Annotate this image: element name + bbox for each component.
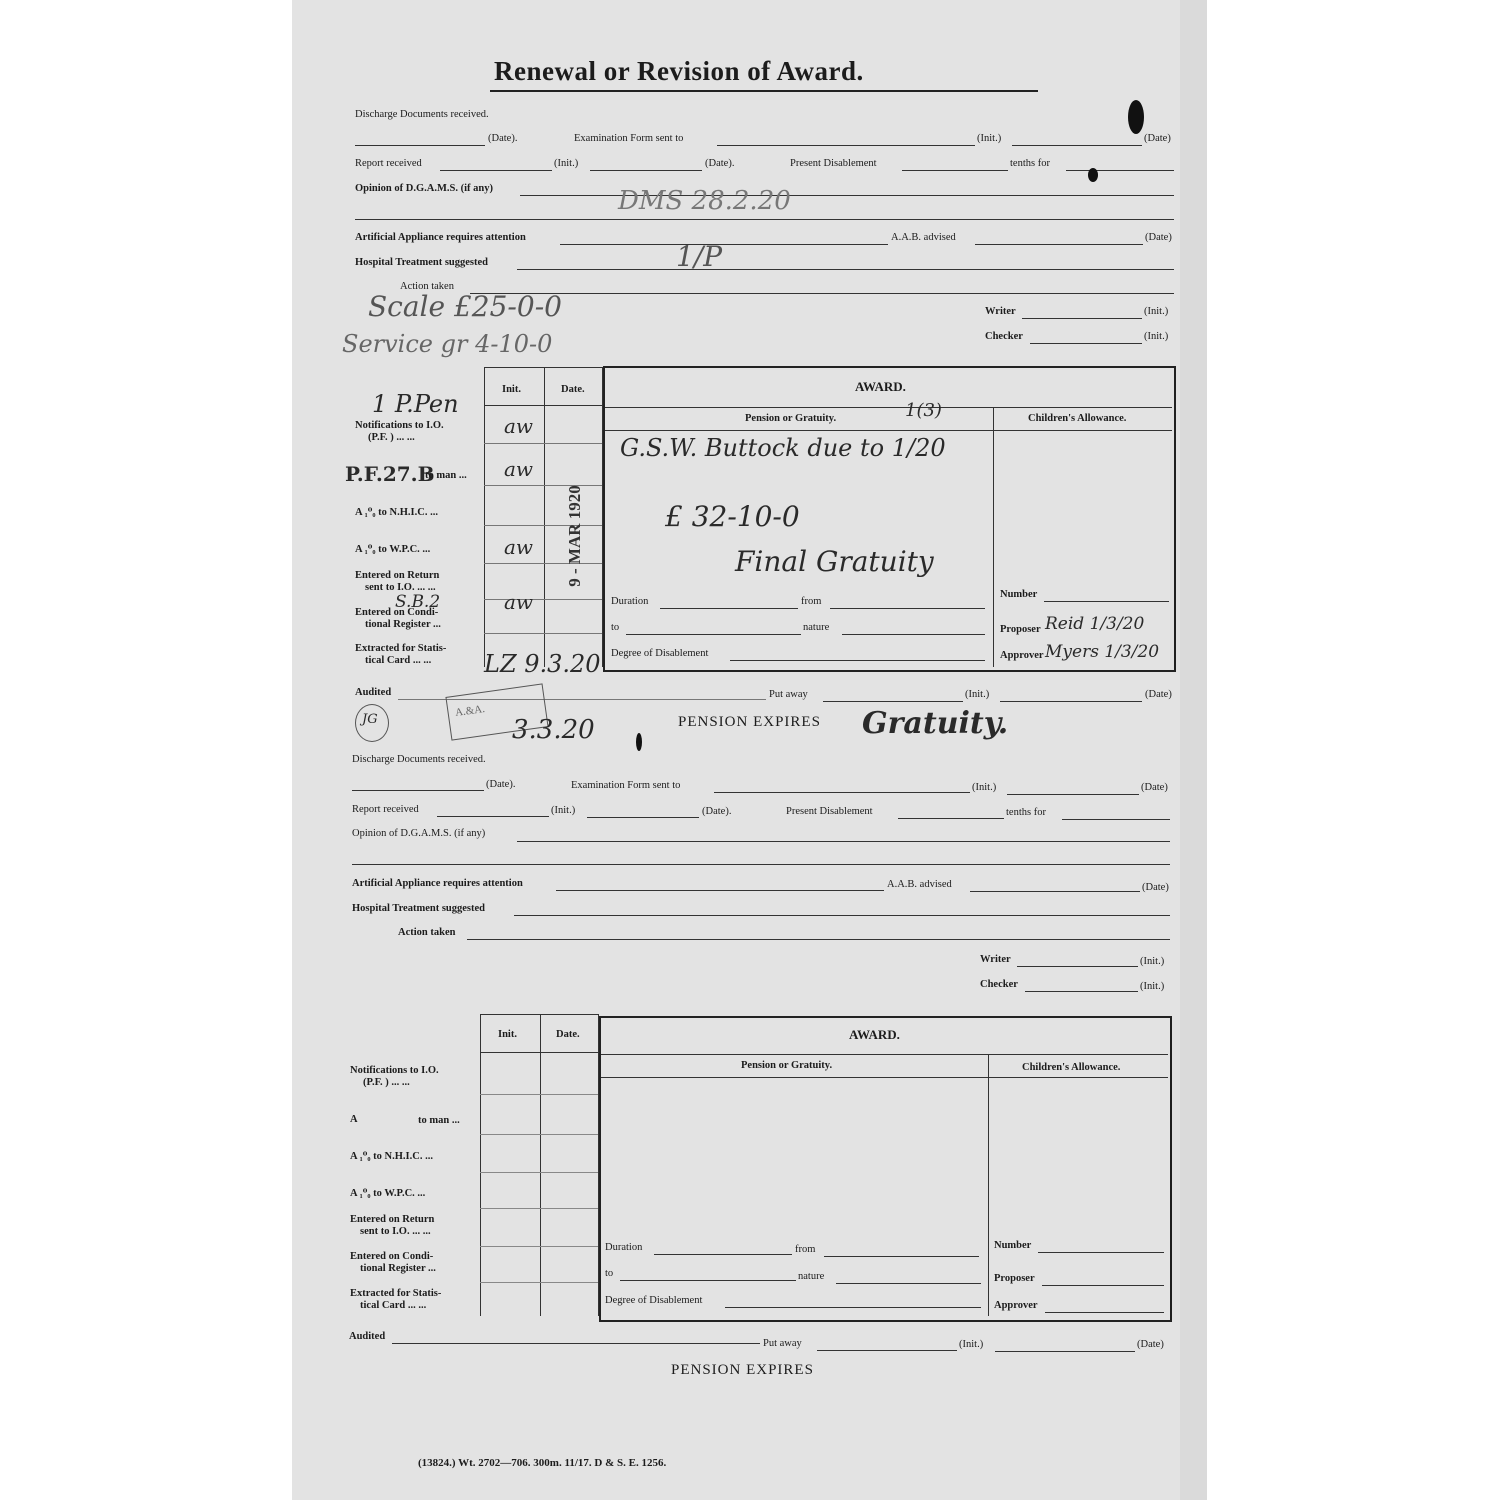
duration-label-top: Duration: [611, 596, 649, 607]
checker-line-2: [1025, 991, 1138, 992]
init-col-left: [484, 367, 485, 667]
artificial-label-2: Artificial Appliance requires attention: [352, 878, 523, 889]
init-table-header-line-2: [480, 1052, 598, 1053]
present-disablement-label: Present Disablement: [790, 158, 877, 169]
artificial-line: [560, 244, 888, 245]
init-col-mid-2: [540, 1014, 541, 1316]
degree-label-top: Degree of Disablement: [611, 648, 709, 659]
writer-label: Writer: [985, 306, 1016, 317]
form-title: Renewal or Revision of Award.: [494, 56, 864, 86]
exam-sent-label: Examination Form sent to: [574, 133, 684, 144]
put-away-label-bottom: Put away: [763, 1338, 802, 1349]
row-line-b5: [480, 1246, 598, 1247]
audit-date-handwriting: 3.3.20: [512, 715, 595, 745]
pension-expires-bottom: PENSION EXPIRES: [671, 1362, 814, 1378]
tenths-line-2: [1062, 819, 1170, 820]
checker-line: [1030, 343, 1142, 344]
sb-handwriting: S.B.2: [395, 592, 441, 612]
notif-handwriting: 1 P.Pen: [372, 390, 459, 418]
writer-line-2: [1017, 966, 1138, 967]
aab-date-label: (Date): [1145, 232, 1172, 243]
award-fraction: 1(3): [905, 400, 942, 421]
aab-label-2: A.A.B. advised: [887, 879, 952, 890]
entered-cond-label-b1: Entered on Condi-: [350, 1251, 434, 1262]
report-date-line-2: [587, 817, 699, 818]
a-letter-label-2: A: [350, 1114, 358, 1125]
aab-line: [975, 244, 1143, 245]
disablement-line: [902, 170, 1008, 171]
nature-line-bottom: [836, 1283, 981, 1284]
nhic-label: A ₁⁰₀ to N.H.I.C. ...: [355, 507, 438, 518]
entered-return-label-b2: sent to I.O. ... ...: [360, 1226, 431, 1237]
notif-label-2: (P.F. ) ... ...: [368, 432, 415, 443]
hospital-line-2: [514, 915, 1170, 916]
exam-init-label: (Init.): [977, 133, 1002, 144]
pension-gratuity-top: Pension or Gratuity.: [745, 413, 837, 424]
checker-label: Checker: [985, 331, 1023, 342]
put-away-line-bottom: [817, 1350, 957, 1351]
row-line-b1: [480, 1094, 598, 1095]
entered-cond-label-1: Entered on Condi-: [355, 607, 439, 618]
number-line-bottom: [1038, 1252, 1164, 1253]
entered-cond-label-b2: tional Register ...: [360, 1263, 436, 1274]
extracted-label-1: Extracted for Statis-: [355, 643, 447, 654]
proposer-label-top: Proposer: [1000, 624, 1041, 635]
report-init-label: (Init.): [554, 158, 579, 169]
init-table-top: [484, 367, 602, 368]
writer-label-2: Writer: [980, 954, 1011, 965]
award-header-line-top: [605, 407, 1172, 408]
nature-line-top: [842, 634, 985, 635]
page-edge: [1180, 0, 1207, 1500]
report-received-label: Report received: [355, 158, 422, 169]
entered-cond-label-2: tional Register ...: [365, 619, 441, 630]
checker-init-label-2: (Init.): [1140, 981, 1165, 992]
award-subheader-line-top: [605, 430, 1172, 431]
entered-return-label-b1: Entered on Return: [350, 1214, 435, 1225]
from-line-bottom: [824, 1256, 979, 1257]
hospital-label-2: Hospital Treatment suggested: [352, 903, 485, 914]
pension-gratuity-bottom: Pension or Gratuity.: [741, 1060, 833, 1071]
col-date-header: Date.: [561, 384, 585, 395]
notif-label-b1: Notifications to I.O.: [350, 1065, 439, 1076]
action-line-2: [467, 939, 1170, 940]
init-table-header-line: [484, 405, 602, 406]
pension-expires-top: PENSION EXPIRES: [678, 714, 821, 730]
exam-date-line: [1012, 145, 1142, 146]
degree-label-bottom: Degree of Disablement: [605, 1295, 703, 1306]
audited-label-top: Audited: [355, 687, 392, 698]
entered-return-label-1: Entered on Return: [355, 570, 440, 581]
discharge-date-label: (Date).: [488, 133, 518, 144]
exam-date-line-2: [1007, 794, 1139, 795]
ink-mark: [1088, 168, 1098, 182]
artificial-line-2: [556, 890, 884, 891]
exam-date-label-2: (Date): [1141, 782, 1168, 793]
hospital-line: [517, 269, 1174, 270]
aab-label: A.A.B. advised: [891, 232, 956, 243]
discharge-label: Discharge Documents received.: [355, 109, 489, 120]
action-handwriting-1: Scale £25-0-0: [368, 290, 562, 323]
aab-line-2: [970, 891, 1140, 892]
discharge-date-line: [355, 145, 485, 146]
init-handwriting-1: aw: [504, 414, 534, 438]
notif-label-1: Notifications to I.O.: [355, 420, 444, 431]
award-divider-bottom: [988, 1054, 989, 1316]
ink-dot: [636, 733, 642, 751]
row-line-b4: [480, 1208, 598, 1209]
proposer-handwriting: Reid 1/3/20: [1045, 614, 1145, 634]
report-date-label-2: (Date).: [702, 806, 732, 817]
exam-init-label-2: (Init.): [972, 782, 997, 793]
row-line-1: [484, 443, 602, 444]
approver-label-top: Approver: [1000, 650, 1044, 661]
init-table-top-2: [480, 1014, 598, 1015]
init-handwriting-2: aw: [504, 457, 534, 481]
from-line-top: [830, 608, 985, 609]
duration-line-bottom: [654, 1254, 792, 1255]
award-subheader-line-bottom: [601, 1077, 1168, 1078]
to-label-bottom: to: [605, 1268, 614, 1279]
disablement-line-2: [898, 818, 1004, 819]
row-line-b6: [480, 1282, 598, 1283]
entered-return-label-2: sent to I.O. ... ...: [365, 582, 436, 593]
expires-handwriting: Gratuity.: [862, 706, 1009, 741]
degree-line-bottom: [725, 1307, 981, 1308]
audited-label-bottom: Audited: [349, 1331, 386, 1342]
opinion-label-2: Opinion of D.G.A.M.S. (if any): [352, 828, 486, 839]
award-heading-top: AWARD.: [855, 379, 906, 394]
approver-handwriting: Myers 1/3/20: [1045, 642, 1160, 662]
tenths-for-label: tenths for: [1010, 158, 1050, 169]
put-away-line-top: [823, 701, 963, 702]
discharge-date-line-2: [352, 790, 484, 791]
exam-sent-line: [717, 145, 975, 146]
action-handwriting-2: Service gr 4-10-0: [342, 330, 553, 358]
award-description: G.S.W. Buttock due to 1/20: [620, 434, 946, 462]
audit-stamp-text: A.&A.: [454, 702, 486, 720]
init-col-left-2: [480, 1014, 481, 1316]
row-line-3: [484, 525, 602, 526]
exam-sent-line-2: [714, 792, 970, 793]
put-away-label-top: Put away: [769, 689, 808, 700]
row-line-2: [484, 485, 602, 486]
hospital-handwriting: 1/P: [676, 240, 723, 273]
init-handwriting-4: aw: [504, 590, 534, 614]
action-taken-label: Action taken: [400, 281, 454, 292]
row-line-5: [484, 599, 602, 600]
duration-label-bottom: Duration: [605, 1242, 643, 1253]
opinion-handwriting: DMS 28.2.20: [618, 186, 791, 216]
init-handwriting-3: aw: [504, 535, 534, 559]
extracted-label-2: tical Card ... ...: [365, 655, 432, 666]
action-taken-label-2: Action taken: [398, 927, 456, 938]
col-date-header-2: Date.: [556, 1029, 580, 1040]
checker-init-label: (Init.): [1144, 331, 1169, 342]
report-init-label-2: (Init.): [551, 805, 576, 816]
wpc-label-2: A ₁⁰₀ to W.P.C. ...: [350, 1188, 426, 1199]
present-disablement-label-2: Present Disablement: [786, 806, 873, 817]
from-label-top: from: [801, 596, 822, 607]
report-line-2: [437, 816, 549, 817]
pf27-handwriting: P.F.27.B: [345, 462, 435, 486]
award-divider-top: [993, 407, 994, 667]
init-col-mid: [544, 367, 545, 667]
row-line-4: [484, 563, 602, 564]
put-away-date-top: (Date): [1145, 689, 1172, 700]
opinion-line-b: [517, 841, 1170, 842]
title-underline: [490, 90, 1038, 92]
wpc-label: A ₁⁰₀ to W.P.C. ...: [355, 544, 431, 555]
row-line-b3: [480, 1172, 598, 1173]
writer-init-label: (Init.): [1144, 306, 1169, 317]
discharge-date-label-2: (Date).: [486, 779, 516, 790]
ink-blot: [1128, 100, 1144, 134]
children-allowance-top: Children's Allowance.: [1028, 413, 1127, 424]
exam-sent-label-2: Examination Form sent to: [571, 780, 681, 791]
number-line-top: [1044, 601, 1169, 602]
exam-date-label: (Date): [1144, 133, 1171, 144]
from-label-bottom: from: [795, 1244, 816, 1255]
row-line-b2: [480, 1134, 598, 1135]
proposer-label-bottom: Proposer: [994, 1273, 1035, 1284]
put-away-date-bottom: (Date): [1137, 1339, 1164, 1350]
approver-label-bottom: Approver: [994, 1300, 1038, 1311]
checker-label-2: Checker: [980, 979, 1018, 990]
duration-line-top: [660, 608, 798, 609]
award-header-line-bottom: [601, 1054, 1168, 1055]
nhic-label-2: A ₁⁰₀ to N.H.I.C. ...: [350, 1151, 433, 1162]
form-footer: (13824.) Wt. 2702—706. 300m. 11/17. D & S. E. 1256.: [418, 1457, 667, 1469]
degree-line-top: [730, 660, 985, 661]
discharge-label-2: Discharge Documents received.: [352, 754, 486, 765]
to-man-label: to man ...: [425, 470, 467, 481]
proposer-line-bottom: [1042, 1285, 1164, 1286]
number-label-bottom: Number: [994, 1240, 1032, 1251]
tenths-line: [1066, 170, 1174, 171]
put-away-init-bottom: (Init.): [959, 1339, 984, 1350]
children-allowance-bottom: Children's Allowance.: [1022, 1062, 1121, 1073]
award-amount: £ 32-10-0: [665, 500, 800, 533]
artificial-label: Artificial Appliance requires attention: [355, 232, 526, 243]
put-away-date-line-top: [1000, 701, 1142, 702]
nature-label-bottom: nature: [798, 1271, 825, 1282]
opinion-line-2: [355, 219, 1174, 220]
opinion-line-b2: [352, 864, 1170, 865]
to-label-top: to: [611, 622, 620, 633]
put-away-date-line-bottom: [995, 1351, 1135, 1352]
notif-label-b2: (P.F. ) ... ...: [363, 1077, 410, 1088]
put-away-init-top: (Init.): [965, 689, 990, 700]
writer-line: [1022, 318, 1142, 319]
col-init-header-2: Init.: [498, 1029, 517, 1040]
award-heading-bottom: AWARD.: [849, 1027, 900, 1042]
to-line-top: [626, 634, 801, 635]
report-received-label-2: Report received: [352, 804, 419, 815]
report-date-line: [590, 170, 702, 171]
number-label-top: Number: [1000, 589, 1038, 600]
writer-init-label-2: (Init.): [1140, 956, 1165, 967]
nature-label-top: nature: [803, 622, 830, 633]
extracted-handwriting: LZ 9.3.20: [484, 650, 601, 678]
audited-line-bottom: [392, 1343, 760, 1344]
date-stamp: 9 - MAR 1920: [564, 485, 584, 587]
col-init-header: Init.: [502, 384, 521, 395]
to-line-bottom: [620, 1280, 796, 1281]
report-line: [440, 170, 552, 171]
report-date-label: (Date).: [705, 158, 735, 169]
extracted-label-b2: tical Card ... ...: [360, 1300, 427, 1311]
action-line: [470, 293, 1174, 294]
hospital-label: Hospital Treatment suggested: [355, 257, 488, 268]
row-line-6: [484, 633, 602, 634]
approver-line-bottom: [1045, 1312, 1164, 1313]
circle-stamp-text: JG: [362, 712, 378, 727]
extracted-label-b1: Extracted for Statis-: [350, 1288, 442, 1299]
award-type: Final Gratuity: [735, 545, 934, 578]
to-man-label-2: to man ...: [418, 1115, 460, 1126]
aab-date-label-2: (Date): [1142, 882, 1169, 893]
tenths-for-label-2: tenths for: [1006, 807, 1046, 818]
opinion-label: Opinion of D.G.A.M.S. (if any): [355, 183, 493, 194]
